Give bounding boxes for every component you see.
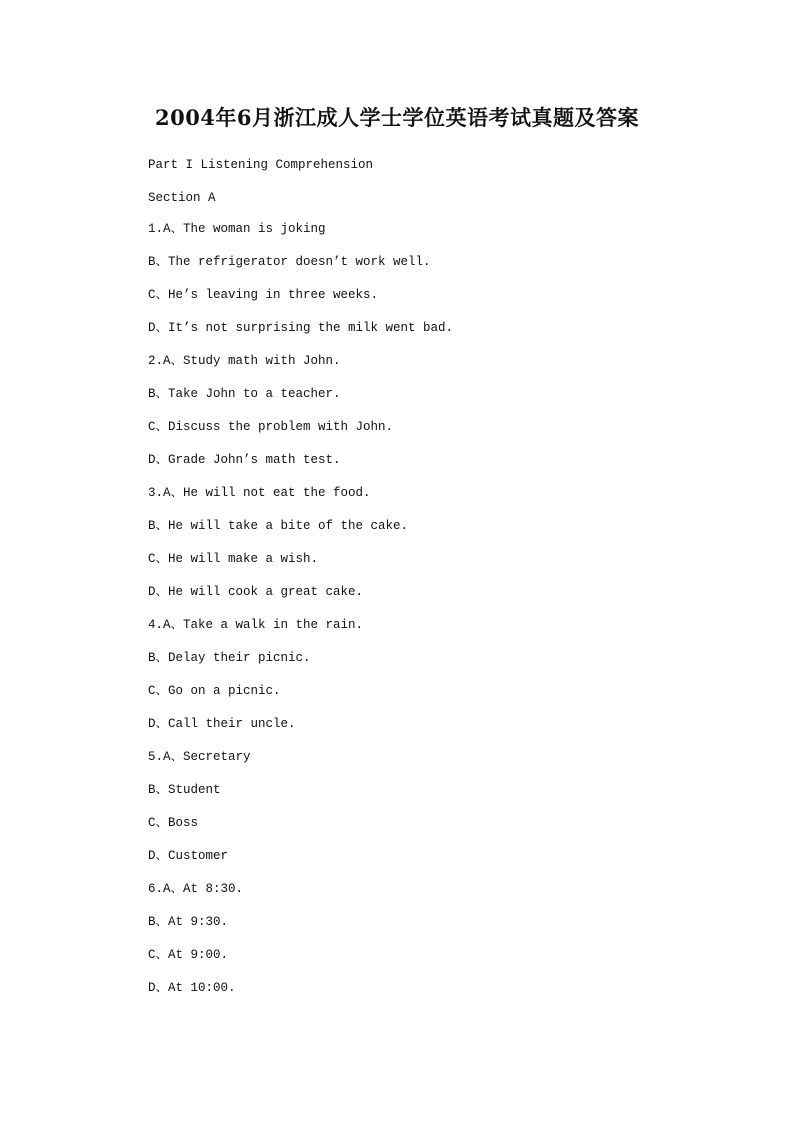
question-2-option-b: B、Take John to a teacher. (148, 387, 341, 401)
question-3-option-a (148, 485, 371, 501)
part-heading: Part I Listening Comprehension (148, 158, 374, 172)
question-number: 6. (148, 882, 164, 896)
question-2-option-d: D、Grade John’s math test. (148, 453, 341, 467)
question-number: 4. (148, 618, 164, 632)
question-6-option-a (148, 881, 243, 897)
question-3-option-d: D、He will cook a great cake. (148, 585, 364, 599)
question-5-option-d: D、Customer (148, 849, 229, 863)
question-2-option-c: C、Discuss the problem with John. (148, 420, 394, 434)
question-number: 5. (148, 750, 164, 764)
question-number: 3. (148, 486, 164, 500)
option-text: A、Study math with John. (163, 354, 341, 368)
question-3-option-b: B、He will take a bite of the cake. (148, 519, 409, 533)
question-5-option-b: B、Student (148, 783, 221, 797)
section-heading: Section A (148, 191, 216, 205)
option-text: A、At 8:30. (163, 882, 244, 896)
question-4-option-b: B、Delay their picnic. (148, 651, 311, 665)
option-text: A、He will not eat the food. (163, 486, 371, 500)
question-3-option-c: C、He will make a wish. (148, 552, 319, 566)
option-text: A、Take a walk in the rain. (163, 618, 364, 632)
question-4-option-c: C、Go on a picnic. (148, 684, 281, 698)
question-number: 2. (148, 354, 164, 368)
question-1-option-b: B、The refrigerator doesn’t work well. (148, 255, 431, 269)
question-1-option-d: D、It’s not surprising the milk went bad. (148, 321, 454, 335)
option-text: A、Secretary (163, 750, 251, 764)
question-1-option-c: C、He’s leaving in three weeks. (148, 288, 379, 302)
question-5-option-a (148, 749, 251, 765)
question-4-option-a (148, 617, 363, 633)
question-5-option-c: C、Boss (148, 816, 199, 830)
question-6-option-c: C、At 9:00. (148, 948, 229, 962)
question-2-option-a (148, 353, 341, 369)
question-6-option-b: B、At 9:30. (148, 915, 229, 929)
document-title: 2004年6月浙江成人学士学位英语考试真题及答案 (154, 105, 640, 130)
question-4-option-d: D、Call their uncle. (148, 717, 296, 731)
question-number: 1. (148, 222, 164, 236)
option-text: A、The woman is joking (163, 222, 326, 236)
question-1-option-a (148, 221, 326, 237)
question-6-option-d: D、At 10:00. (148, 981, 236, 995)
